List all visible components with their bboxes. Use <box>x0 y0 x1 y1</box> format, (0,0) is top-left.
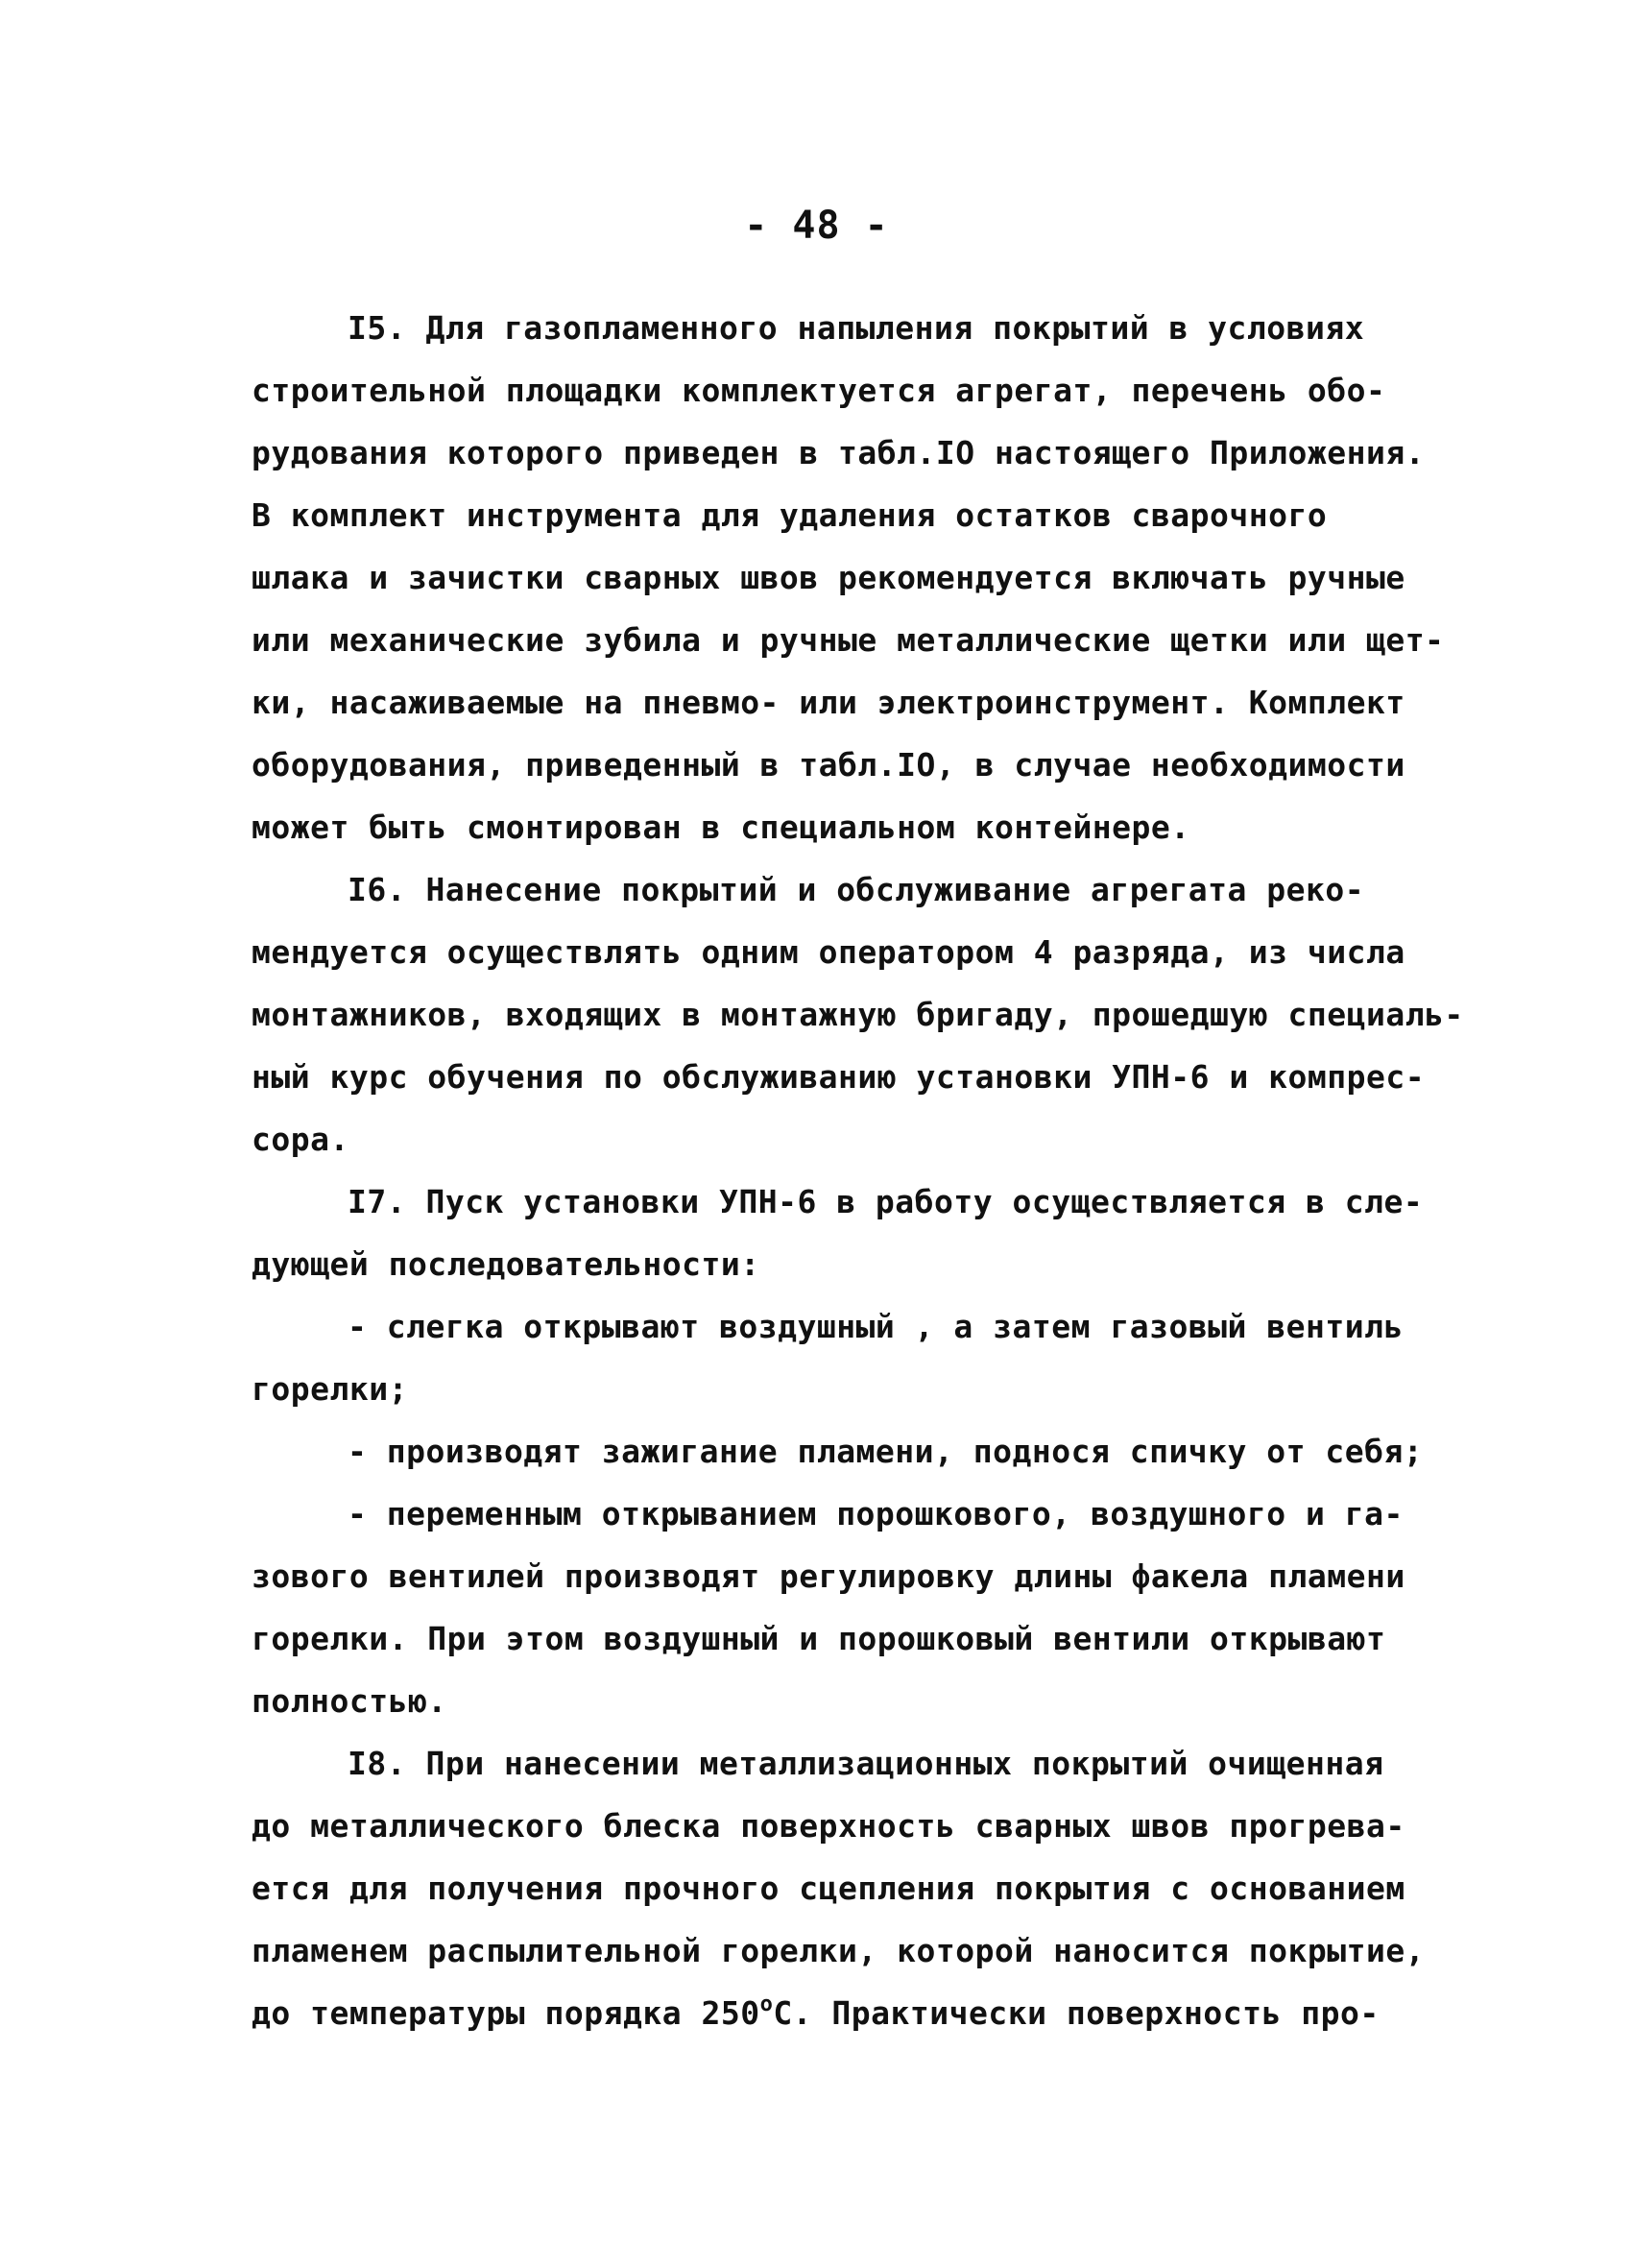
text-line: зового вентилей производят регулировку длины факела пламени <box>252 1557 1405 1595</box>
text-line: мендуется осуществлять одним оператором 4 разряда, из числа <box>252 933 1405 971</box>
text-line: может быть смонтирован в специальном контейнере. <box>252 808 1190 846</box>
text-line: горелки. При этом воздушный и порошковый вентили открывают <box>252 1620 1386 1657</box>
text-line: монтажников, входящих в монтажную бригаду, прошедшую специаль- <box>252 996 1464 1033</box>
text-line: или механические зубила и ручные металлические щетки или щет- <box>252 621 1445 659</box>
text-line: оборудования, приведенный в табл.IO, в случае необходимости <box>252 746 1405 784</box>
text-line: - переменным открыванием порошкового, воздушного и га- <box>348 1495 1404 1532</box>
page-number: - 48 - <box>744 204 889 248</box>
text-line: ный курс обучения по обслуживанию установки УПН-6 и компрес- <box>252 1058 1426 1096</box>
degree-superscript: о <box>759 1992 774 2016</box>
text-line: шлака и зачистки сварных швов рекомендуется включать ручные <box>252 559 1405 596</box>
text-line: I7. Пуск установки УПН-6 в работу осуществляется в сле- <box>348 1183 1424 1220</box>
text-line: В комплект инструмента для удаления остатков сварочного <box>252 496 1328 534</box>
text-line: сора. <box>252 1121 349 1158</box>
text-line: I6. Нанесение покрытий и обслуживание агрегата реко- <box>348 871 1365 908</box>
temperature-text-before: до температуры порядка 250 <box>252 1994 760 2032</box>
text-line: строительной площадки комплектуется агрегат, перечень обо- <box>252 372 1386 409</box>
text-line: - слегка открывают воздушный , а затем газовый вентиль <box>348 1308 1404 1345</box>
text-line: дующей последовательности: <box>252 1245 760 1283</box>
text-line: ки, насаживаемые на пневмо- или электроинструмент. Комплект <box>252 684 1405 721</box>
text-line: - производят зажигание пламени, поднося спичку от себя; <box>348 1433 1424 1470</box>
text-line: I5. Для газопламенного напыления покрытий в условиях <box>348 309 1365 347</box>
text-line: ется для получения прочного сцепления покрытия с основанием <box>252 1870 1405 1907</box>
text-line: до металлического блеска поверхность сварных швов прогрева- <box>252 1807 1405 1845</box>
text-line: полностью. <box>252 1682 447 1720</box>
text-line: пламенем распылительной горелки, которой наносится покрытие, <box>252 1932 1426 1969</box>
text-line: рудования которого приведен в табл.IO настоящего Приложения. <box>252 434 1426 471</box>
temperature-text-after: С. Практически поверхность про- <box>773 1994 1380 2032</box>
text-line: I8. При нанесении металлизационных покрытий очищенная <box>348 1745 1384 1782</box>
text-line: горелки; <box>252 1370 408 1408</box>
text-line-with-superscript <box>252 1994 1380 2033</box>
